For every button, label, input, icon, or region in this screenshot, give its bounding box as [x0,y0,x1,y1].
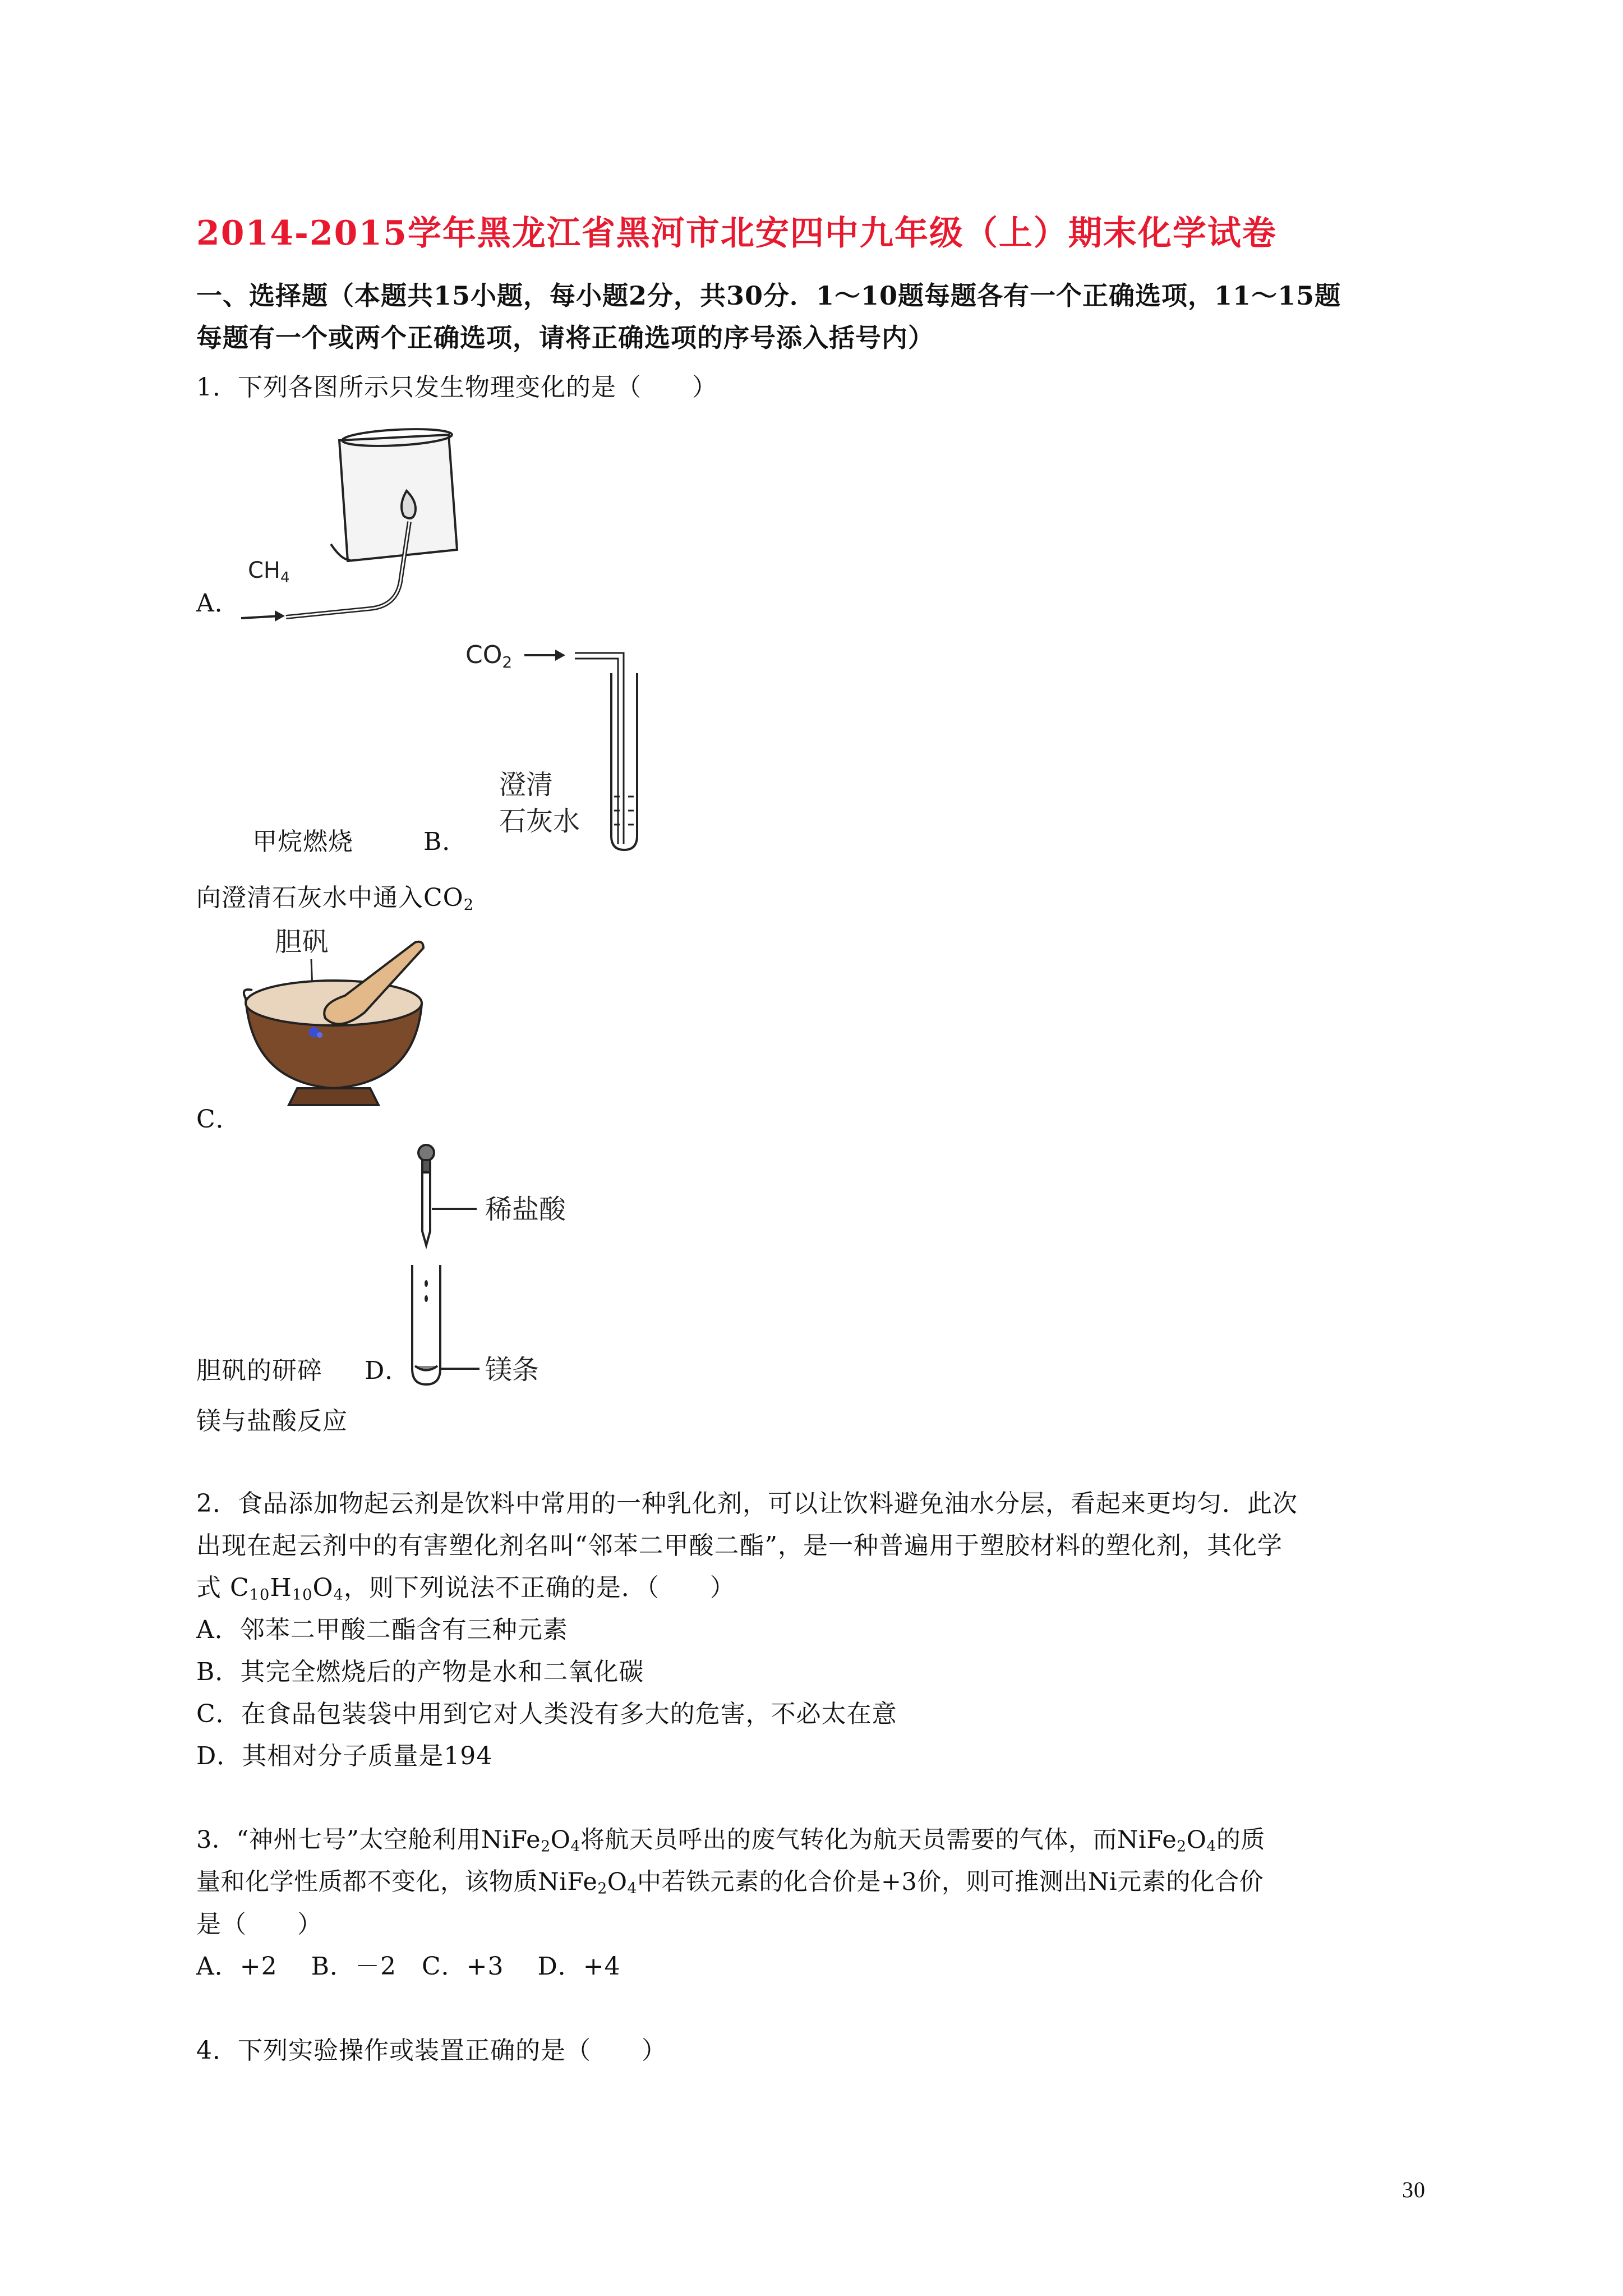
fig-c-label: 胆矾 [275,926,329,958]
fig-d-mg-label: 镁条 [485,1354,540,1386]
q1-option-d-letter: D． [365,1356,411,1385]
q2-option-b: B．其完全燃烧后的产物是水和二氧化碳 [196,1658,644,1686]
fig-b-liquid-label-1: 澄清 [499,769,554,800]
q2-option-c: C．在食品包装袋中用到它对人类没有多大的危害，不必太在意 [196,1700,897,1728]
q2-stem-line3: 式 $C_{10}H_{10}O_4$，则下列说法不正确的是．（ ） [196,1573,735,1604]
page-number: 30 [1402,2177,1426,2202]
fig-b-liquid-label-2: 石灰水 [499,806,580,837]
q3-stem-line3: 是（ ） [196,1910,322,1939]
exam-title: 2014-2015学年黑龙江省黑河市北安四中九年级（上）期末化学试卷 [196,214,1277,253]
q4-stem: 4．下列实验操作或装置正确的是（ ） [196,2036,667,2065]
q1-option-a-letter: A． [196,589,240,618]
q2-stem-line2: 出现在起云剂中的有害塑化剂名叫“邻苯二甲酸二酯”，是一种普遍用于塑胶材料的塑化剂，其化学 [196,1531,1283,1560]
section-header-line1: 一、选择题（本题共15小题，每小题2分，共30分．1～10题每题各有一个正确选项，11～15题 [196,280,1341,311]
figure-co2-limewater [465,634,667,853]
q1-stem: 1．下列各图所示只发生物理变化的是（ ） [196,373,717,402]
q1-option-b-letter: B． [423,827,468,856]
figure-mortar-pestle [236,920,437,1111]
q3-stem-line2: 量和化学性质都不变化，该物质$NiFe_2O_4$中若铁元素的化合价是+3价，则可推测出Ni元素的化合价 [196,1868,1264,1898]
fig-a-ch4-label: $CH_4$ [248,558,290,586]
fig-d-acid-label: 稀盐酸 [485,1194,566,1225]
figure-mg-hcl [404,1139,589,1391]
q2-option-d: D．其相对分子质量是194 [196,1742,493,1770]
q1-option-a-caption: 甲烷燃烧 [252,827,353,856]
figure-methane-burning [236,409,477,623]
q1-option-c-letter: C． [196,1105,241,1134]
q2-stem-line1: 2．食品添加物起云剂是饮料中常用的一种乳化剂，可以让饮料避免油水分层，看起来更均匀．此次 [196,1489,1298,1518]
fig-b-co2-label: CO2 [465,641,513,671]
q2-option-a: A．邻苯二甲酸二酯含有三种元素 [196,1616,568,1644]
q1-option-c-caption: 胆矾的研碎 [196,1356,322,1385]
q3-options: A．+2 B．－2 C．+3 D．+4 [196,1952,621,1981]
q1-option-b-caption: 向澄清石灰水中通入$CO_2$ [196,884,474,914]
section-header-line2: 每题有一个或两个正确选项，请将正确选项的序号添入括号内） [196,323,934,353]
q1-option-d-caption: 镁与盐酸反应 [196,1407,348,1435]
q3-stem-line1: 3．“神州七号”太空舱利用$NiFe_2O_4$将航天员呼出的废气转化为航天员需要的气体，而$NiFe_2O_4$的质 [196,1826,1265,1856]
